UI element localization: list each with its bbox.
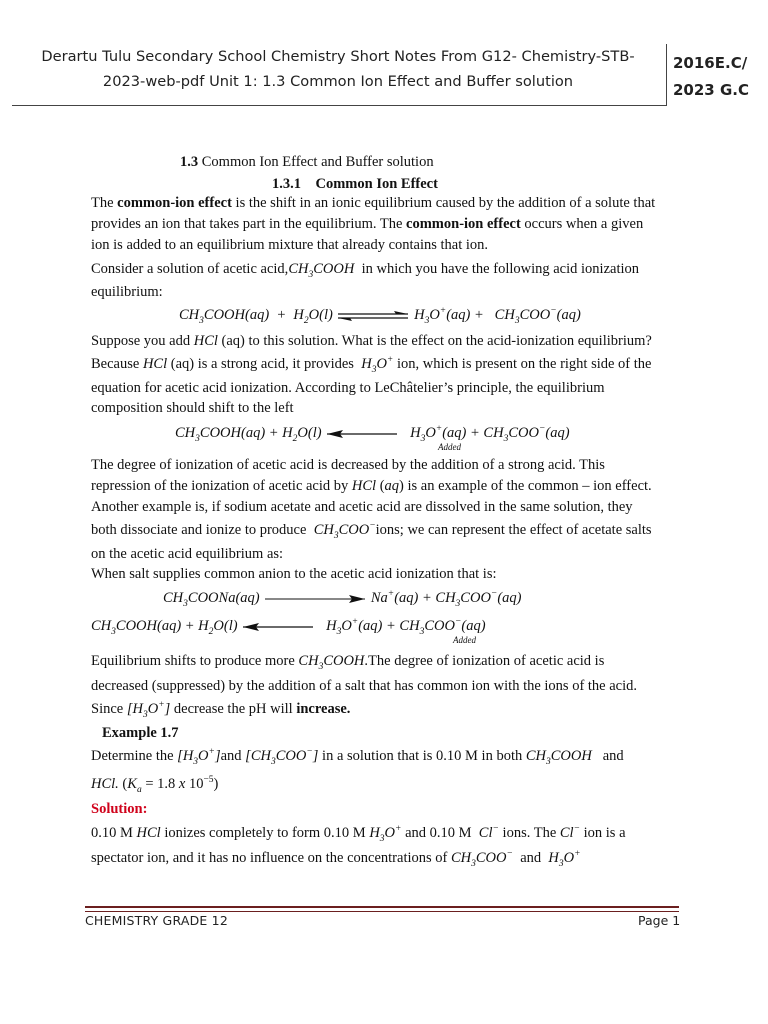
subsection-title: Common Ion Effect <box>315 176 438 192</box>
example-title: Example 1.7 <box>102 725 179 741</box>
paragraph-line: The common-ion effect is the shift in an ionic equilibrium caused by the addition of a solute that <box>91 195 656 211</box>
paragraph-line: Suppose you add HCl (aq) to this solution. What is the effect on the acid-ionization equilibrium? <box>91 333 652 349</box>
example-question-line: HCl. ($K_a = 1.8$ x $10^{-5}$) <box>91 775 219 795</box>
paragraph-line: Consider a solution of acetic $acid,CH_3COOH$ in which you have the following acid ionization <box>91 261 640 280</box>
footer-divider-thin <box>85 911 679 912</box>
added-label: Added <box>453 635 476 645</box>
section-number: 1.3 <box>180 154 199 170</box>
paragraph-line: Equilibrium shifts to produce more $CH_3COOH.The$ degree of ionization of acetic acid is <box>91 653 605 672</box>
footer-course: CHEMISTRY GRADE 12 <box>85 913 228 928</box>
added-label: Added <box>438 442 461 452</box>
header-title-line1: Derartu Tulu Secondary School Chemistry Short Notes From G12- Chemistry-STB- <box>41 48 635 65</box>
equilibrium-arrow-icon <box>336 310 410 322</box>
document-header-title <box>12 44 664 94</box>
header-divider <box>12 105 667 106</box>
solution-label: Solution: <box>91 801 148 817</box>
subsection-heading <box>272 174 438 194</box>
solution-line: 0.10 M HCl ionizes completely to form 0.10 M $H_3O^+$ and 0.10 M Cl− ions. The Cl− ion is a <box>91 824 626 844</box>
right-arrow-icon <box>263 593 367 605</box>
paragraph-line: both dissociate and ionize to produce $CH_3COO^-ions$; we can represent the effect of acetate salts <box>91 521 652 541</box>
footer-page-number: Page 1 <box>638 913 681 928</box>
subsection-number: 1.3.1 <box>272 176 301 192</box>
header-date-gc: 2023 G.C <box>673 81 749 99</box>
header-date-ec: 2016E.C/ <box>673 54 748 72</box>
section-heading <box>180 152 434 172</box>
section-title: Common Ion Effect and Buffer solution <box>201 154 434 170</box>
paragraph-line: repression of the ionization of acetic acid by HCl (aq) is an example of the common – ion effect. <box>91 478 652 494</box>
paragraph-line: When salt supplies common anion to the acetic acid ionization that is: <box>91 566 497 582</box>
paragraph-line: on the acetic acid equilibrium as: <box>91 546 284 562</box>
solution-line: spectator ion, and it has no influence on the concentrations of $CH_3COO^-$ and $H_3O^+$ <box>91 849 581 869</box>
header-title-line2: 2023-web-pdf Unit 1: 1.3 Common Ion Effect and Buffer solution <box>102 73 574 90</box>
paragraph-line: composition should shift to the left <box>91 400 294 416</box>
paragraph-line: The degree of ionization of acetic acid is decreased by the addition of a strong acid. This <box>91 457 605 473</box>
paragraph-line: decreased (suppressed) by the addition of a salt that has common ion with the ions of the acid. <box>91 678 638 694</box>
equation-sodium-acetate-dissociation: $CH_3COONa(aq) Na^+(aq) + CH_3COO^-(aq)$ <box>163 589 522 609</box>
paragraph-line: Since $[H_3O^+]$ decrease the pH will increase. <box>91 700 351 720</box>
paragraph-line: provides an ion that takes part in the equilibrium. The common-ion effect occurs when a given <box>91 216 644 232</box>
footer-divider <box>85 906 679 908</box>
equation-shift-left: $CH_3COOH(aq) + H_2O(l)$ $H_3O^+(aq) + CH_3COO^-(aq)$ <box>175 424 570 444</box>
paragraph-line: Because HCl (aq) is a strong acid, it provides $H_3O^+$ ion, which is present on the right side of the <box>91 355 652 375</box>
left-arrow-icon <box>325 428 399 440</box>
paragraph-line: equilibrium: <box>91 284 163 300</box>
equation-acetic-acid-ionization: $CH_3COOH(aq) + H_2O(l) H_3O^+(aq) + CH_3COO^-(aq)$ <box>179 306 581 326</box>
example-question-line: Determine the $[H_3O^+]and$ $[CH_3COO^-]$ in a solution that is 0.10 M in both $CH_3COOH$ and <box>91 747 624 767</box>
left-arrow-icon <box>241 621 315 633</box>
paragraph-line: ion is added to an equilibrium mixture that already contains that ion. <box>91 237 489 253</box>
header-vertical-divider <box>666 44 667 106</box>
header-date <box>673 50 749 104</box>
paragraph-line: Another example is, if sodium acetate and acetic acid are dissolved in the same solution, they <box>91 499 633 515</box>
equation-acetic-acid-common-ion: $CH_3COOH(aq) + H_2O(l)$ $H_3O^+(aq) + CH_3COO^-(aq)$ <box>91 617 486 637</box>
paragraph-line: equation for acetic acid ionization. According to LeChâtelier’s principle, the equilibrium <box>91 380 605 396</box>
